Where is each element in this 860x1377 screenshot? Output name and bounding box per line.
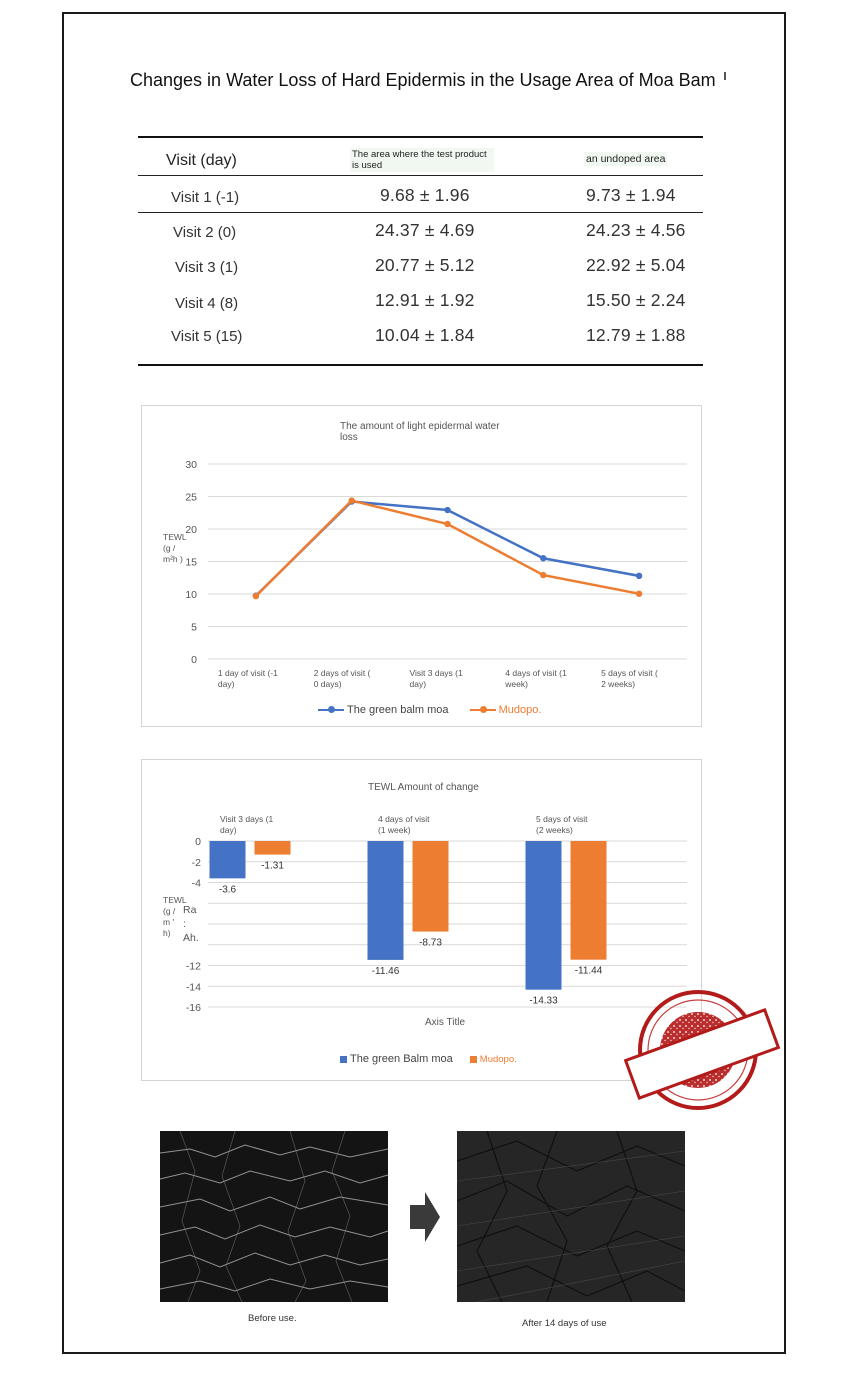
category-label: Visit 3 days (1 day) <box>220 814 274 835</box>
y-tick-label: 30 <box>185 459 197 471</box>
data-label: -3.6 <box>218 884 237 896</box>
x-tick-label: 1 day of visit (-1 day) <box>217 668 278 689</box>
data-label: -11.46 <box>371 965 400 977</box>
bar-chart-ylabel: TEWL (g / m ' h) <box>163 895 187 938</box>
x-tick-label: Visit 3 days (1 day) <box>409 668 463 689</box>
bar-1 <box>210 841 246 878</box>
line-chart-legend <box>318 702 559 716</box>
line-chart-ylabel: TEWL (g / m²h ) <box>163 532 187 564</box>
y-tick-label: -14 <box>185 981 201 994</box>
table-cell-unused: 12.79 ± 1.88 <box>586 325 686 345</box>
data-label: -8.73 <box>419 937 442 949</box>
results-table <box>138 136 703 366</box>
bar-chart-panel <box>141 759 702 1081</box>
table-cell-used: 20.77 ± 5.12 <box>375 255 475 275</box>
line-chart-title: The amount of light epidermal water loss <box>340 421 500 443</box>
table-cell-used: 24.37 ± 4.69 <box>375 220 475 240</box>
y-tick-label: -4 <box>191 877 201 890</box>
before-photo <box>160 1131 388 1302</box>
legend-series-2: Mudopo. <box>479 1053 517 1065</box>
data-point <box>253 593 259 599</box>
bar-1 <box>526 841 562 990</box>
data-label: -14.33 <box>529 995 558 1007</box>
legend-series-1: The green balm moa <box>347 704 449 716</box>
stamp-seal <box>624 988 780 1118</box>
data-point <box>540 572 546 578</box>
table-cell-visit: Visit 2 (0) <box>173 224 237 241</box>
table-cell-unused: 24.23 ± 4.56 <box>586 220 686 240</box>
data-point <box>444 521 450 527</box>
y-tick-label: 20 <box>185 524 197 536</box>
bar-chart-xlabel: Axis Title <box>425 1017 466 1028</box>
table-cell-used: 10.04 ± 1.84 <box>375 325 475 345</box>
series-line-2 <box>256 501 639 596</box>
x-tick-label: 4 days of visit (1 week) <box>505 668 567 689</box>
category-label: 4 days of visit (1 week) <box>378 814 430 835</box>
y-tick-label: 15 <box>185 556 197 569</box>
y-tick-label: -12 <box>185 960 201 973</box>
y-tick-label: 0 <box>191 654 197 666</box>
after-caption: After 14 days of use <box>522 1318 607 1329</box>
x-tick-label: 5 days of visit ( 2 weeks) <box>601 668 658 689</box>
legend-series-2: Mudopo. <box>498 704 542 716</box>
after-photo <box>457 1131 685 1302</box>
bar-2 <box>571 841 607 960</box>
table-cell-visit: Visit 3 (1) <box>175 259 239 276</box>
data-point <box>636 591 642 597</box>
x-tick-label: 2 days of visit ( 0 days) <box>313 668 371 689</box>
bar-2 <box>255 841 291 855</box>
table-cell-unused: 22.92 ± 5.04 <box>586 255 686 275</box>
before-caption: Before use. <box>248 1313 297 1324</box>
y-tick-label: 25 <box>185 491 197 504</box>
y-tick-label: 0 <box>195 836 201 848</box>
bar-chart-title: TEWL Amount of change <box>368 782 479 793</box>
data-point <box>444 507 450 513</box>
page-title: Changes in Water Loss of Hard Epidermis in the Usage Area of Moa Bam <box>130 70 710 91</box>
data-point <box>540 555 546 561</box>
header-used-area: The area where the test product is used <box>350 148 494 172</box>
bar-chart-legend <box>340 1053 535 1066</box>
table-cell-visit: Visit 5 (15) <box>171 328 243 345</box>
y-tick-label: -2 <box>191 856 201 869</box>
line-chart-svg <box>142 406 701 726</box>
bar-2 <box>413 841 449 932</box>
table-cell-visit: Visit 1 (-1) <box>171 189 240 206</box>
data-label: -1.31 <box>261 860 284 872</box>
line-chart-panel <box>141 405 702 727</box>
y-tick-label: 5 <box>191 621 197 634</box>
table-cell-unused: 15.50 ± 2.24 <box>586 290 686 310</box>
table-cell-visit: Visit 4 (8) <box>175 295 239 312</box>
right-arrow-icon <box>410 1192 440 1242</box>
legend-series-1: The green Balm moa <box>350 1053 453 1065</box>
y-tick-label: 10 <box>185 589 197 601</box>
data-point <box>636 573 642 579</box>
category-label: 5 days of visit (2 weeks) <box>536 814 588 835</box>
table-cell-used: 12.91 ± 1.92 <box>375 290 475 310</box>
table-cell-unused: 9.73 ± 1.94 <box>586 185 676 205</box>
bar-1 <box>368 841 404 960</box>
y-tick-label: -16 <box>185 1002 201 1014</box>
data-label: -11.44 <box>574 965 603 977</box>
bar-chart-ylabel-extra: Ra : Ah. <box>183 904 199 944</box>
data-point <box>349 497 355 503</box>
bar-chart-svg <box>142 760 701 1080</box>
header-visit: Visit (day) <box>166 152 237 169</box>
table-cell-used: 9.68 ± 1.96 <box>380 185 470 205</box>
header-unused-area: an undoped area <box>586 153 666 165</box>
